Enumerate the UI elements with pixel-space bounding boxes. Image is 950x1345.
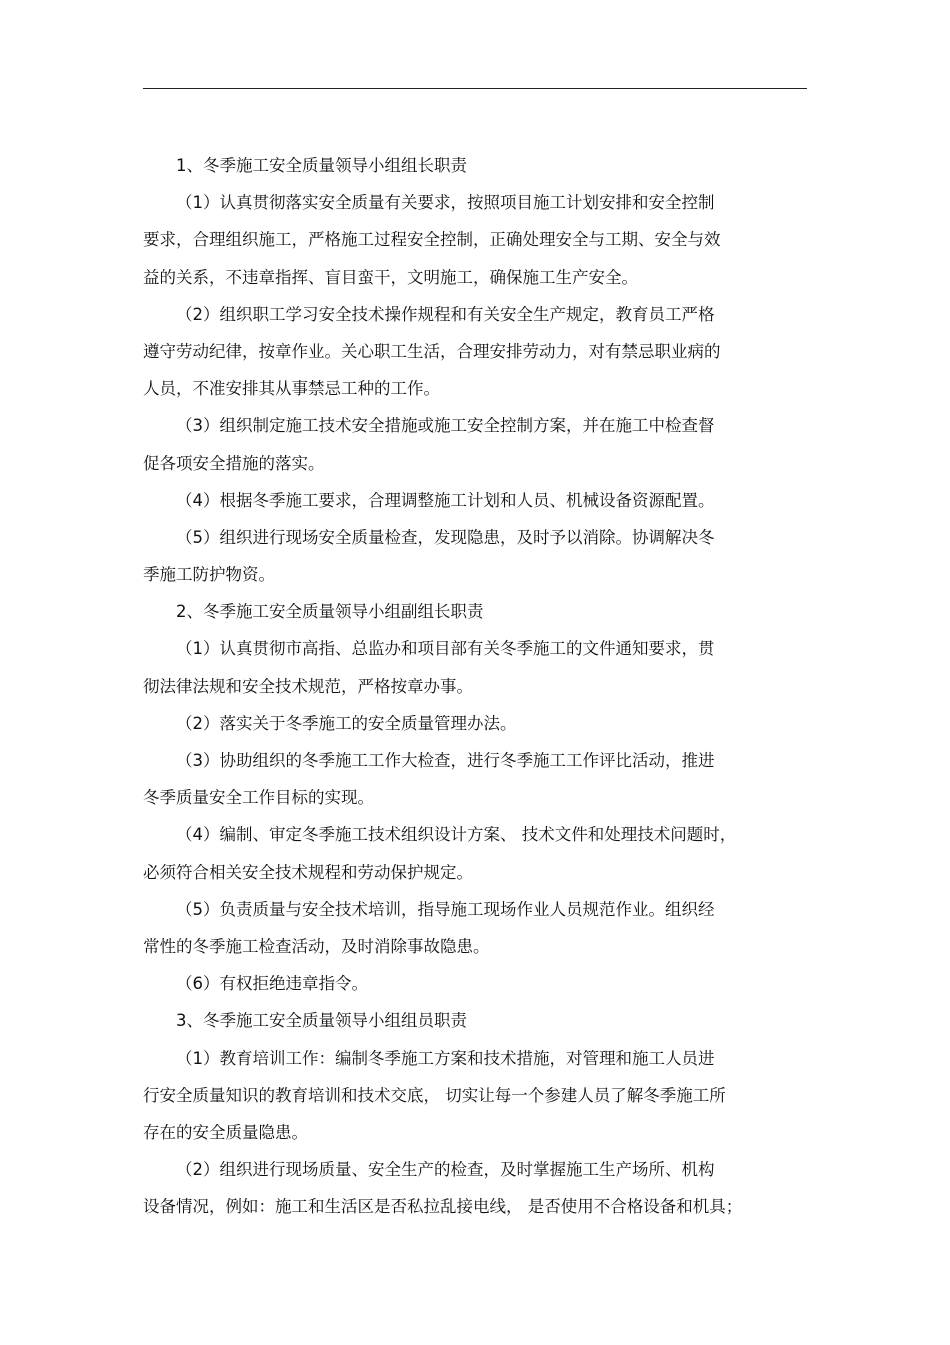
text-line: 遵守劳动纪律，按章作业。关心职工生活，合理安排劳动力，对有禁忌职业病的 bbox=[143, 341, 721, 361]
document-body bbox=[143, 147, 803, 1225]
text-line: （2）落实关于冬季施工的安全质量管理办法。 bbox=[176, 713, 517, 733]
text-line: （1）教育培训工作：编制冬季施工方案和技术措施，对管理和施工人员进 bbox=[176, 1048, 715, 1068]
text-line: （5）负责质量与安全技术培训，指导施工现场作业人员规范作业。组织经 bbox=[176, 899, 715, 919]
text-line: 益的关系，不违章指挥、盲目蛮干，文明施工，确保施工生产安全。 bbox=[143, 267, 638, 287]
text-line: 季施工防护物资。 bbox=[143, 565, 275, 585]
text-line: （1）认真贯彻市高指、总监办和项目部有关冬季施工的文件通知要求，贯 bbox=[176, 639, 715, 659]
text-line: （5）组织进行现场安全质量检查，发现隐患，及时予以消除。协调解决冬 bbox=[176, 527, 715, 547]
text-line: （1）认真贯彻落实安全质量有关要求，按照项目施工计划安排和安全控制 bbox=[176, 193, 715, 213]
text-line: 促各项安全措施的落实。 bbox=[143, 453, 325, 473]
text-line: （3）组织制定施工技术安全措施或施工安全控制方案，并在施工中检查督 bbox=[176, 416, 715, 436]
text-line: 设备情况，例如：施工和生活区是否私拉乱接电线， 是否使用不合格设备和机具； bbox=[143, 1197, 743, 1217]
text-line: 人员，不准安排其从事禁忌工种的工作。 bbox=[143, 379, 440, 399]
header-rule bbox=[143, 88, 807, 89]
text-line: 2、冬季施工安全质量领导小组副组长职责 bbox=[176, 602, 484, 622]
text-line: 彻法律法规和安全技术规范，严格按章办事。 bbox=[143, 676, 473, 696]
text-line: （3）协助组织的冬季施工工作大检查，进行冬季施工工作评比活动，推进 bbox=[176, 751, 715, 770]
text-line: 必须符合相关安全技术规程和劳动保护规定。 bbox=[143, 862, 473, 882]
text-line: （4）根据冬季施工要求，合理调整施工计划和人员、机械设备资源配置。 bbox=[176, 490, 715, 510]
text-line: 存在的安全质量隐患。 bbox=[143, 1122, 308, 1142]
text-line: （4）编制、审定冬季施工技术组织设计方案、 技术文件和处理技术问题时， bbox=[176, 825, 737, 845]
text-line: （2）组织职工学习安全技术操作规程和有关安全生产规定，教育员工严格 bbox=[176, 304, 715, 324]
text-line: 冬季质量安全工作目标的实现。 bbox=[143, 788, 374, 808]
text-line: （6）有权拒绝违章指令。 bbox=[176, 974, 368, 994]
text-line: 要求，合理组织施工，严格施工过程安全控制，正确处理安全与工期、安全与效 bbox=[143, 230, 721, 250]
text-line: 常性的冬季施工检查活动，及时消除事故隐患。 bbox=[143, 936, 490, 956]
text-line: 行安全质量知识的教育培训和技术交底， 切实让每一个参建人员了解冬季施工所 bbox=[143, 1085, 726, 1105]
text-line: 1、冬季施工安全质量领导小组组长职责 bbox=[176, 156, 467, 175]
text-line: （2）组织进行现场质量、安全生产的检查，及时掌握施工生产场所、机构 bbox=[176, 1160, 715, 1180]
text-line: 3、冬季施工安全质量领导小组组员职责 bbox=[176, 1011, 467, 1031]
